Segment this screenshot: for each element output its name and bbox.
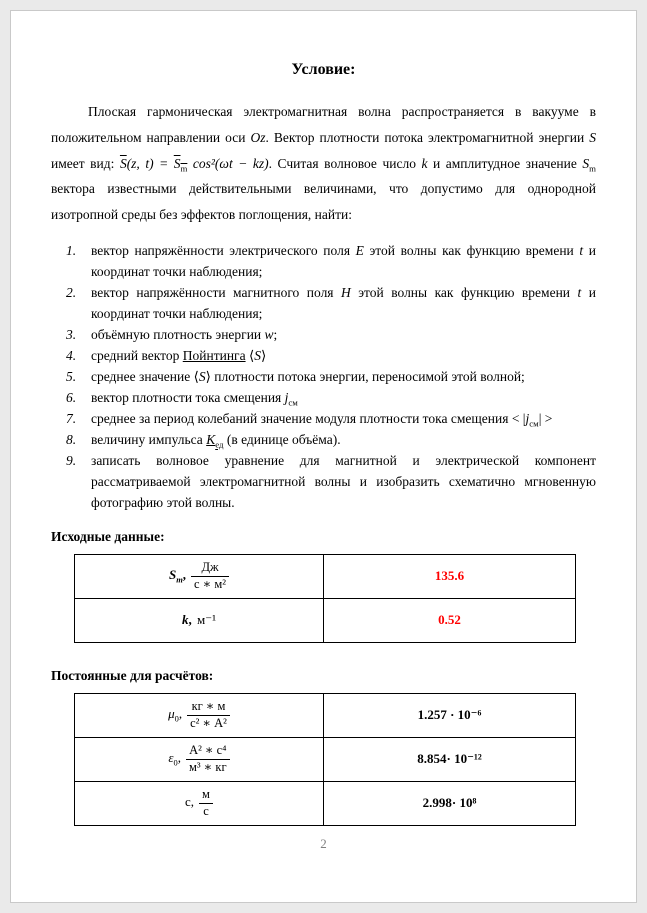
task-item-3 xyxy=(66,324,596,345)
unit-fraction xyxy=(187,699,230,731)
quantity-symbol xyxy=(168,567,187,586)
math-var-j: j xyxy=(284,389,289,405)
fraction-numerator: м xyxy=(199,787,213,804)
symbol-comma: , xyxy=(177,750,181,766)
text-run: средний вектор xyxy=(91,347,183,363)
constants-heading: Постоянные для расчётов: xyxy=(51,667,214,683)
text-run: и координат точки наблюдения; xyxy=(91,284,596,321)
item-number: 8. xyxy=(66,431,77,447)
math-var-sm-bar xyxy=(173,155,188,174)
task-item-7 xyxy=(66,408,596,429)
item-number: 4. xyxy=(66,347,77,363)
quantity-label-cell xyxy=(75,554,324,598)
symbol-base: S xyxy=(168,567,177,583)
underlined-word: Пойнтинга xyxy=(182,347,246,363)
constant-value-cell: 8.854· 10⁻¹² xyxy=(324,737,576,781)
task-item-6 xyxy=(66,387,596,408)
text-run: вектора известными действительными величинами, что допустимо для однородной изотропной среды без эффектов поглощения, найти: xyxy=(51,181,596,223)
text-run: объёмную плотность энергии xyxy=(91,326,265,342)
constant-label-cell xyxy=(75,693,324,737)
unit-fraction xyxy=(186,743,230,775)
symbol-comma: , xyxy=(178,706,183,722)
item-number: 6. xyxy=(66,389,77,405)
symbol-base: k xyxy=(182,612,189,628)
text-run: величину импульса xyxy=(91,431,207,447)
math-var-s-bar: $\overline{S}$ xyxy=(119,155,127,171)
math-var-s: S xyxy=(173,155,181,171)
text-run: записать волновое уравнение для магнитной и электрической компонент рассматриваемой электромагнитной волны и изобразить схематично мгновенную фотографию этой волны. xyxy=(91,452,596,510)
symbol-comma: , xyxy=(188,612,192,628)
quantity-label-cell xyxy=(75,598,324,642)
fraction-numerator: Дж xyxy=(191,560,229,577)
text-run: и амплитудное значение xyxy=(427,155,583,171)
quantity-value-cell: 0.52 xyxy=(324,598,576,642)
task-list xyxy=(51,240,596,513)
symbol-subscript: m xyxy=(176,575,183,586)
symbol-comma: , xyxy=(190,794,195,810)
table-row xyxy=(75,781,576,825)
math-sub-sm: см xyxy=(529,418,539,429)
math-var-k-impulse: K xyxy=(206,431,216,447)
text-run: вектор напряжённости электрического поля xyxy=(91,242,356,258)
fraction-numerator: А² ∗ с⁴ xyxy=(186,743,230,760)
unit-fraction xyxy=(199,787,213,819)
item-number: 5. xyxy=(66,368,77,384)
math-sub-m: m xyxy=(180,163,188,174)
table-row xyxy=(75,554,576,598)
constants-table xyxy=(74,693,576,826)
math-var-s: S xyxy=(589,129,596,145)
text-run: и координат точки наблюдения; xyxy=(91,242,596,279)
math-var-s: S xyxy=(254,347,261,363)
text-run: . Считая волновое число xyxy=(268,155,422,171)
text-run: вектор напряжённости магнитного поля xyxy=(91,284,342,300)
symbol-base: ε xyxy=(168,750,174,766)
table-row xyxy=(75,693,576,737)
text-run: среднее за период колебаний значение модуля плотности тока смещения < | xyxy=(91,410,526,426)
text-run: ; xyxy=(273,326,278,342)
constant-value-cell: 1.257 · 10⁻⁶ xyxy=(324,693,576,737)
fraction-numerator: кг ∗ м xyxy=(187,699,230,716)
unit-text: м⁻¹ xyxy=(193,612,216,628)
table-row xyxy=(75,737,576,781)
constant-symbol xyxy=(168,706,183,725)
symbol-subscript: 0 xyxy=(173,758,178,769)
item-number: 9. xyxy=(66,452,77,468)
item-number: 1. xyxy=(66,242,77,258)
task-item-4 xyxy=(66,345,596,366)
item-number: 2. xyxy=(66,284,77,300)
math-sub-m: m xyxy=(589,163,596,174)
text-run: ⟩ плотности потока энергии, переносимой этой волной; xyxy=(205,368,525,384)
task-item-1 xyxy=(66,240,596,282)
fraction-denominator: м³ ∗ кг xyxy=(188,759,227,774)
symbol-base: c xyxy=(185,794,191,810)
math-var-t: t xyxy=(579,242,584,258)
math-var-s: S xyxy=(198,368,206,384)
task-item-5 xyxy=(66,366,596,387)
text-run: (в единице объёма). xyxy=(223,431,341,447)
text-run: ⟨ xyxy=(245,347,255,363)
text-run: | > xyxy=(538,410,553,426)
math-var-k: k xyxy=(421,155,428,171)
text-run: Плоская гармоническая электромагнитная волна распространяется в вакууме в положительном направлении оси xyxy=(51,104,596,145)
math-var-e: E xyxy=(355,242,364,258)
unit-fraction xyxy=(191,560,229,592)
document-page xyxy=(10,10,637,903)
math-var-h: H xyxy=(341,284,351,300)
text-run: ⟩ xyxy=(260,347,267,363)
item-number: 3. xyxy=(66,326,77,342)
item-number: 7. xyxy=(66,410,77,426)
input-data-heading: Исходные данные: xyxy=(51,528,165,544)
math-var-oz: Oz xyxy=(250,129,266,145)
quantity-symbol xyxy=(182,612,192,627)
symbol-subscript: 0 xyxy=(174,714,179,725)
symbol-comma: , xyxy=(182,567,187,583)
text-run: имеет вид: xyxy=(51,155,120,171)
text-run: среднее значение ⟨ xyxy=(91,368,199,384)
math-sub-sm: см xyxy=(288,397,298,408)
quantity-value-cell: 135.6 xyxy=(324,554,576,598)
math-sub-ed: ед xyxy=(215,439,224,450)
fraction-denominator: с xyxy=(203,803,209,818)
constant-value-cell: 2.998· 10⁸ xyxy=(324,781,576,825)
math-formula-args: (z, t) = xyxy=(126,155,174,171)
math-formula-cos: cos²(ωt − kz) xyxy=(187,155,269,171)
problem-statement xyxy=(51,99,596,228)
text-run: вектор плотности тока смещения xyxy=(91,389,285,405)
task-item-8 xyxy=(66,429,596,450)
constant-symbol xyxy=(185,794,194,809)
symbol-base: μ xyxy=(168,706,175,722)
fraction-denominator: с² ∗ А² xyxy=(190,715,227,730)
math-var-s: S xyxy=(582,155,590,171)
page-title: Условие: xyxy=(291,61,356,78)
text-run: этой волны как функцию времени xyxy=(363,242,580,258)
page-number: 2 xyxy=(320,835,327,851)
fraction-denominator: с ∗ м² xyxy=(194,576,226,591)
text-run: . Вектор плотности потока электромагнитной энергии xyxy=(265,129,590,145)
constant-label-cell xyxy=(75,781,324,825)
math-var-j: j xyxy=(525,410,530,426)
text-run: этой волны как функцию времени xyxy=(350,284,578,300)
table-row xyxy=(75,598,576,642)
task-item-9 xyxy=(66,450,596,513)
constant-symbol xyxy=(168,750,181,769)
math-var-t: t xyxy=(577,284,582,300)
constant-label-cell xyxy=(75,737,324,781)
input-data-table xyxy=(74,554,576,643)
task-item-2 xyxy=(66,282,596,324)
math-var-w: w xyxy=(264,326,274,342)
